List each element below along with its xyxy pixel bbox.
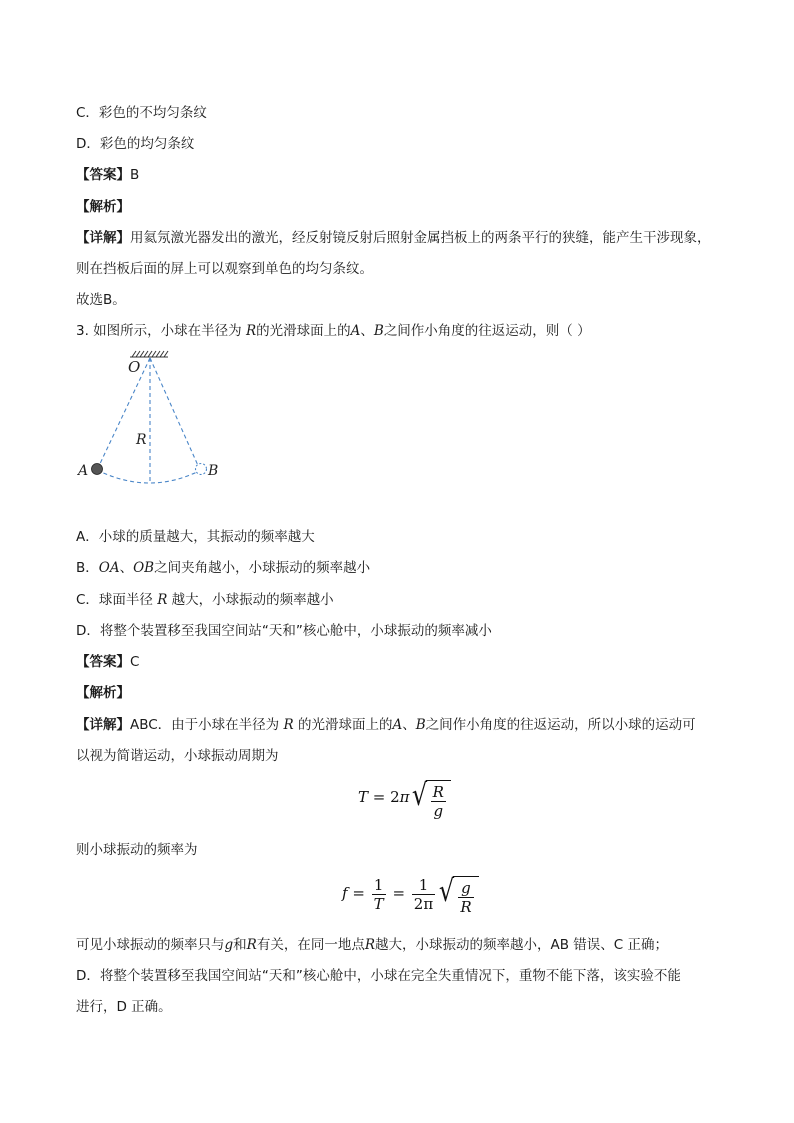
detail-label: 【详解】 xyxy=(76,230,130,246)
q3-detail-line1: 【详解】ABC．由于小球在半径为 R 的光滑球面上的A、B之间作小角度的往返运动，所以小球的运动可 xyxy=(76,717,696,733)
q3-option-c: C．球面半径 R 越大，小球振动的频率越小 xyxy=(76,592,334,608)
q2-option-c: C．彩色的不均匀条纹 xyxy=(76,105,207,121)
ceiling-hatch xyxy=(130,351,168,357)
answer-label: 【答案】 xyxy=(76,167,130,183)
q2-analysis-label: 【解析】 xyxy=(76,199,130,215)
q3-option-b: B．OA、OB之间夹角越小，小球振动的频率越小 xyxy=(76,560,371,576)
ball-B xyxy=(196,464,207,475)
label-A: A xyxy=(78,463,89,479)
q2-detail-line2: 则在挡板后面的屏上可以观察到单色的均匀条纹。 xyxy=(76,261,373,277)
formula-period: T = 2π √ $\frac{R}{g}$ xyxy=(358,776,451,820)
q3-detail-line5: 进行，D 正确。 xyxy=(76,999,172,1015)
line-OA xyxy=(97,358,150,470)
q3-option-a: A．小球的质量越大，其振动的频率越大 xyxy=(76,529,315,545)
sqrt-symbol: √ $\frac{R}{g}$ xyxy=(410,776,451,820)
q3-option-d: D．将整个装置移至我国空间站“天和”核心舱中，小球振动的频率减小 xyxy=(76,623,492,639)
ball-A xyxy=(92,464,103,475)
line-OB xyxy=(150,358,200,470)
sqrt-symbol: √ $\frac{g}{R}$ xyxy=(437,872,478,916)
arc-AB xyxy=(97,470,201,483)
answer-label: 【答案】 xyxy=(76,654,130,670)
q2-conclusion: 故选B。 xyxy=(76,292,126,308)
answer-value: B xyxy=(130,167,140,183)
q3-frequency-intro: 则小球振动的频率为 xyxy=(76,842,198,858)
formula-frequency: f = $\frac{1}{T}$ = $\frac{1}{2\pi}$ √ $\frac{g}{R}$ xyxy=(342,872,479,916)
q3-answer xyxy=(76,652,139,672)
q2-option-d: D．彩色的均匀条纹 xyxy=(76,136,195,152)
label-R: R xyxy=(136,432,147,448)
q3-detail-line2: 以视为简谐运动，小球振动周期为 xyxy=(76,748,279,764)
q3-detail-line3: 可见小球振动的频率只与g和R有关，在同一地点R越大，小球振动的频率越小，AB 错误、C 正确； xyxy=(76,937,669,953)
label-B: B xyxy=(208,463,219,479)
q3-analysis-label: 【解析】 xyxy=(76,685,130,701)
detail-label: 【详解】 xyxy=(76,717,130,733)
q3-stem: 3. 如图所示，小球在半径为 R的光滑球面上的A、B之间作小角度的往返运动，则（ ） xyxy=(76,323,591,339)
answer-value: C xyxy=(130,654,140,670)
q2-answer xyxy=(76,165,139,185)
q3-detail-line4: D．将整个装置移至我国空间站“天和”核心舱中，小球在完全失重情况下，重物不能下落，该实验不能 xyxy=(76,968,681,984)
label-O: O xyxy=(128,358,141,376)
q2-detail-line1: 【详解】用氦氖激光器发出的激光，经反射镜反射后照射金属挡板上的两条平行的狭缝，能产生干涉现象， xyxy=(76,230,711,246)
pendulum-figure xyxy=(70,348,230,498)
